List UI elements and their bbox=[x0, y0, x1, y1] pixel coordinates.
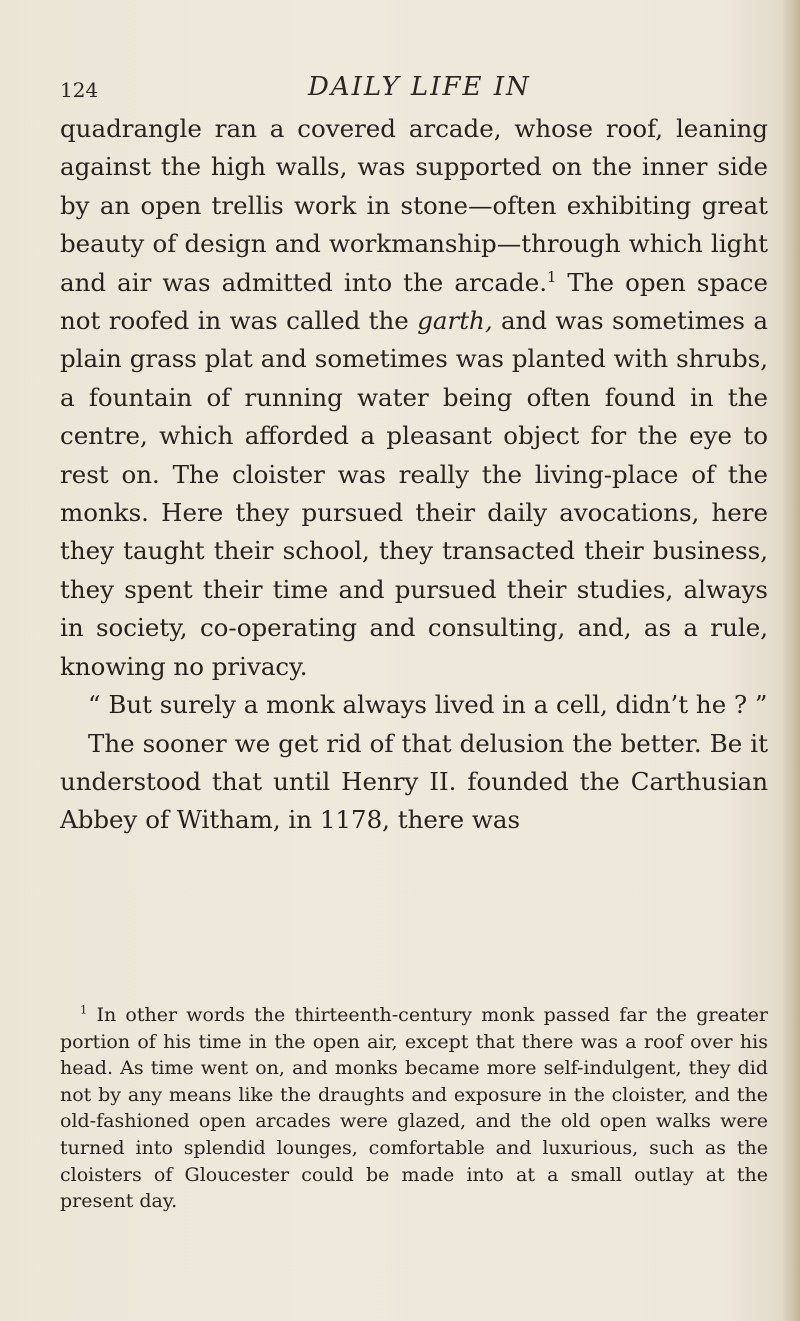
paragraph-1-part-c: and was sometimes a plain grass plat and sometimes was planted with shrubs, a fountain of running water being often found in the centre, which afforded a pleasant object for the eye to rest on. The cloister was really the living-place of the monks. Here they pursued their daily avocations, here they taught their school, they transacted their business, they spent their time and pursued their studies, always in society, co-operating and consulting, and, as a rule, knowing no privacy. bbox=[60, 306, 768, 681]
page-edge-shadow bbox=[782, 0, 800, 1321]
footnote bbox=[60, 1002, 768, 1215]
footnote-body: In other words the thirteenth-century monk passed far the greater portion of his time in the open air, except that there was a roof over his head. As time went on, and monks became more self-indulgent, they did not by any means like the draughts and exposure in the cloister, and the old-fashioned open arcades were glazed, and the old open walks were turned into splendid lounges, comfortable and luxurious, such as the cloisters of Gloucester could be made into at a small outlay at the present day. bbox=[60, 1004, 768, 1213]
footnote-text bbox=[60, 1002, 768, 1215]
main-text bbox=[60, 110, 768, 840]
paragraph-1 bbox=[60, 110, 768, 686]
paragraph-2-quote: “ But surely a monk always lived in a cell, didn’t he ? ” bbox=[88, 690, 768, 720]
paragraph-1-part-b: The open space not roofed in was called the bbox=[60, 267, 768, 336]
term-garth: garth, bbox=[417, 306, 493, 336]
footnote-reference: 1 bbox=[547, 268, 557, 286]
running-head: DAILY LIFE IN bbox=[308, 72, 531, 102]
page-number: 124 bbox=[60, 78, 99, 102]
paragraph-3: The sooner we get rid of that delusion the better. Be it understood that until Henry II. founded the Carthusian Abbey of Witham, in 1178, there was bbox=[60, 728, 768, 835]
page-header bbox=[0, 60, 800, 100]
paragraph-1-part-a: quadrangle ran a covered arcade, whose roof, leaning against the high walls, was supported on the inner side by an open trellis work in stone—often exhibiting great beauty of design and workmanship—through which light and air was admitted into the arcade. bbox=[60, 114, 768, 297]
footnote-mark: 1 bbox=[80, 1002, 88, 1017]
